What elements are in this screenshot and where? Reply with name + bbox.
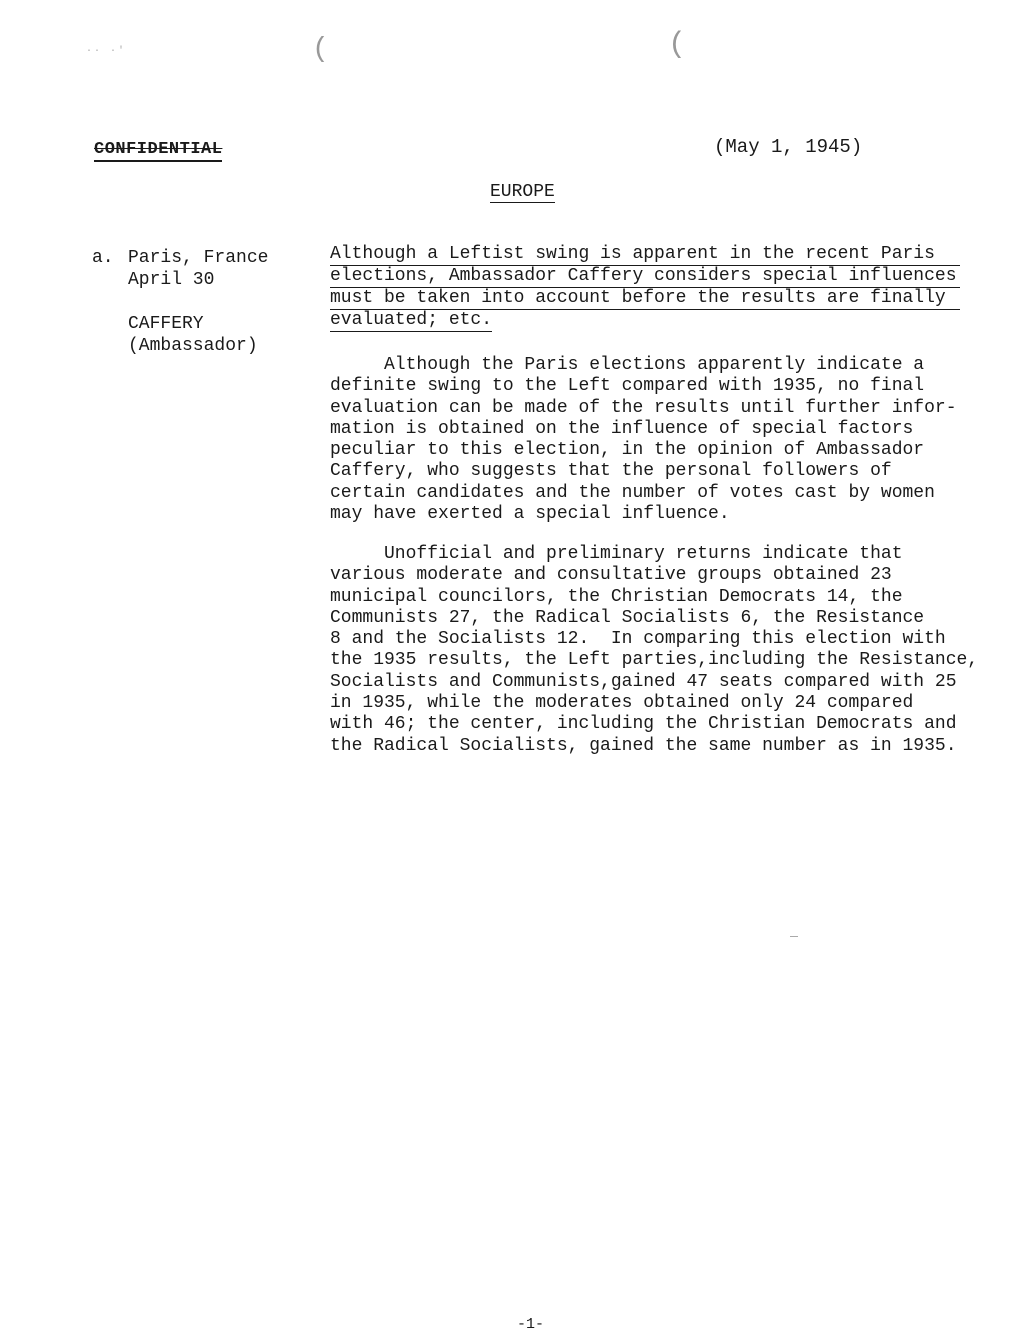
scan-mark: ( [668,28,687,62]
paragraph-line: in 1935, while the moderates obtained only 24 compared [330,693,914,714]
paragraph-line: Socialists and Communists,gained 47 seats compared with 25 [330,671,957,692]
scan-mark: ·· ·' [86,46,127,57]
body-paragraph [330,355,990,525]
classification-stamp: CONFIDENTIAL [94,140,222,162]
paragraph-line: the Radical Socialists, gained the same number as in 1935. [330,735,957,756]
paragraph-line: various moderate and consultative groups obtained 23 [330,565,892,586]
section-heading: EUROPE [490,182,555,202]
entry-location: Paris, France [128,248,269,268]
paragraph-line: may have exerted a special influence. [330,504,730,525]
paragraph-line: the 1935 results, the Left parties,including the Resistance, [330,650,979,671]
entry-summary [330,244,960,332]
entry-author-title: (Ambassador) [128,336,258,356]
entry-sidebar [92,247,268,357]
scan-mark: ( [312,34,329,65]
paragraph-line: Caffery, who suggests that the personal followers of [330,461,892,482]
paragraph-line: municipal councilors, the Christian Democrats 14, the [330,586,903,607]
paragraph-line: Unofficial and preliminary returns indicate that [330,544,903,564]
summary-line: must be taken into account before the results are finally [330,288,960,310]
entry-author: CAFFERY [128,314,204,334]
paragraph-line: 8 and the Socialists 12. In comparing this election with [330,629,946,650]
paragraph-line: Although the Paris elections apparently indicate a [330,355,925,375]
document-date: (May 1, 1945) [714,136,863,158]
page-number: -1- [517,1316,545,1333]
paragraph-line: mation is obtained on the influence of special factors [330,418,914,439]
body-paragraph [330,544,990,757]
paragraph-line: definite swing to the Left compared with 1935, no final [330,376,925,397]
entry-marker: a. [92,248,114,268]
paragraph-line: peculiar to this election, in the opinion of Ambassador [330,440,925,461]
summary-line: elections, Ambassador Caffery considers special influences [330,266,960,288]
paragraph-line: certain candidates and the number of votes cast by women [330,482,935,503]
summary-line: evaluated; etc. [330,310,493,330]
entry-date: April 30 [128,270,215,290]
scan-mark [790,936,798,937]
paragraph-line: evaluation can be made of the results until further infor- [330,397,957,418]
summary-line: Although a Leftist swing is apparent in the recent Paris [330,244,960,266]
paragraph-line: Communists 27, the Radical Socialists 6, the Resistance [330,607,925,628]
paragraph-line: with 46; the center, including the Christian Democrats and [330,714,957,735]
